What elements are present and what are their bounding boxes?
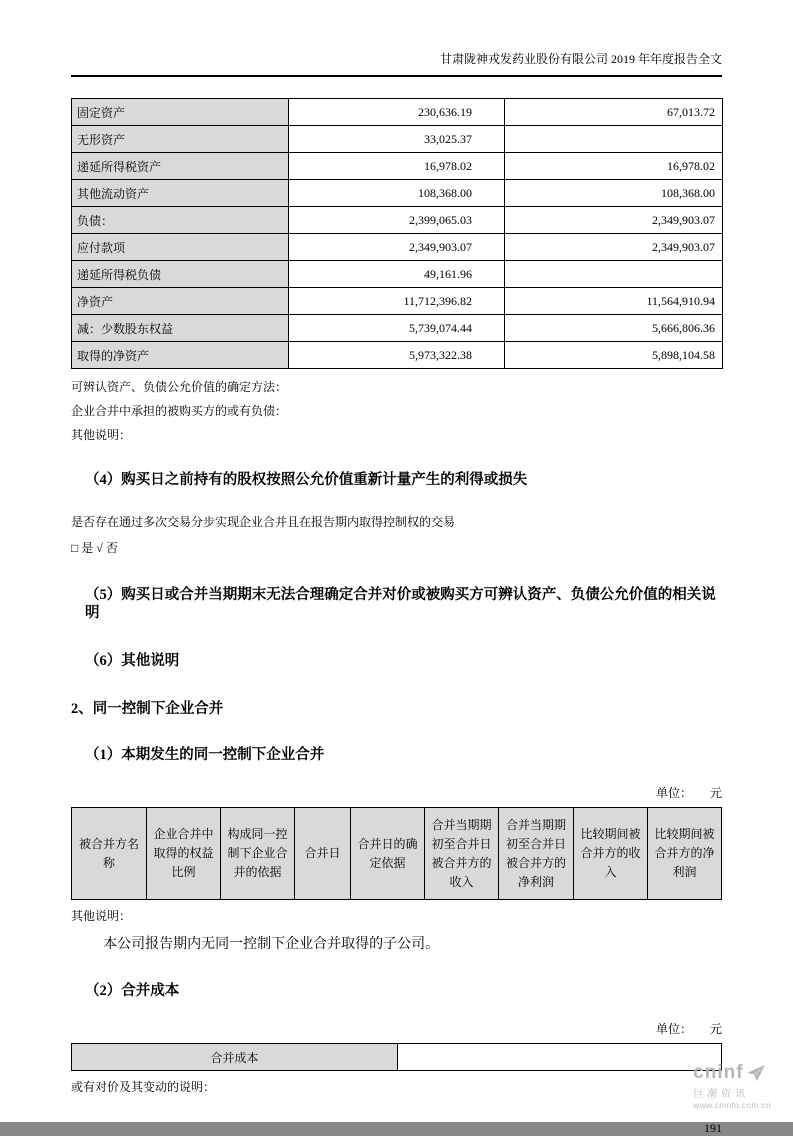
row-value-prior: 11,564,910.94 [505, 288, 723, 315]
note-contingent-liabilities: 企业合并中承担的被购买方的或有负债： [71, 404, 288, 418]
row-label: 递延所得税资产 [72, 153, 289, 180]
column-header: 合并当期期初至合并日被合并方的收入 [425, 808, 499, 900]
row-value-current: 16,978.02 [289, 153, 505, 180]
column-header: 合并当期期初至合并日被合并方的净利润 [499, 808, 574, 900]
merger-table-header-row [72, 808, 722, 900]
no-merger-statement: 本公司报告期内无同一控制下企业合并取得的子公司。 [103, 937, 440, 952]
row-label: 取得的净资产 [72, 342, 289, 369]
table-row [72, 261, 723, 288]
column-header: 比较期间被合并方的收入 [574, 808, 648, 900]
row-value-current: 33,025.37 [289, 126, 505, 153]
table-row [72, 153, 723, 180]
row-value-prior: 2,349,903.07 [505, 207, 723, 234]
row-value-prior: 5,666,806.36 [505, 315, 723, 342]
row-label: 净资产 [72, 288, 289, 315]
report-title: 甘肃陇神戎发药业股份有限公司 2019 年年度报告全文 [439, 52, 722, 66]
row-value-prior: 16,978.02 [505, 153, 723, 180]
unit-label: 单位： 元 [655, 1022, 722, 1036]
multi-step-transaction-question: 是否存在通过多次交易分步实现企业合并且在报告期内取得控制权的交易 [71, 515, 456, 529]
heading-section-4: （4）购买日之前持有的股权按照公允价值重新计量产生的利得或损失 [85, 472, 528, 488]
table-row [72, 342, 723, 369]
row-label: 负债： [72, 207, 289, 234]
table-row [72, 234, 723, 261]
merger-cost-table [71, 1043, 722, 1071]
table-row [72, 99, 723, 126]
heading-section-5: （5）购买日或合并当期期末无法合理确定合并对价或被购买方可辨认资产、负债公允价值的相关说明 [85, 587, 716, 621]
column-header: 比较期间被合并方的净利润 [648, 808, 722, 900]
row-value-current: 230,636.19 [289, 99, 505, 126]
row-value-current: 5,973,322.38 [289, 342, 505, 369]
column-header: 被合并方名称 [72, 808, 147, 900]
row-value-prior [505, 261, 723, 288]
asset-liability-table [71, 98, 723, 369]
row-value-prior: 5,898,104.58 [505, 342, 723, 369]
heading-merger-cost: （2）合并成本 [85, 983, 180, 999]
cost-label-cell: 合并成本 [72, 1044, 398, 1071]
row-label: 其他流动资产 [72, 180, 289, 207]
unit-label: 单位： 元 [655, 786, 722, 800]
page-number: 191 [704, 1121, 722, 1135]
cninfo-brand-text: 巨潮资讯 [693, 1089, 750, 1100]
table-row [72, 207, 723, 234]
cninfo-logo-icon [746, 1064, 766, 1082]
heading-section-6: （6）其他说明 [85, 653, 180, 669]
row-label: 减：少数股东权益 [72, 315, 289, 342]
table-row [72, 126, 723, 153]
row-label: 固定资产 [72, 99, 289, 126]
cninfo-logo-text: cninf [693, 1062, 744, 1083]
cninfo-watermark [693, 1062, 771, 1110]
note-other: 其他说明： [71, 428, 132, 442]
row-value-current: 11,712,396.82 [289, 288, 505, 315]
table-row [72, 288, 723, 315]
other-note-label: 其他说明： [71, 909, 132, 923]
row-label: 应付款项 [72, 234, 289, 261]
note-fair-value-method: 可辨认资产、负债公允价值的确定方法： [71, 380, 288, 394]
row-value-prior: 67,013.72 [505, 99, 723, 126]
row-value-current: 2,349,903.07 [289, 234, 505, 261]
common-control-merger-table [71, 807, 722, 900]
column-header: 构成同一控制下企业合并的依据 [221, 808, 295, 900]
row-value-current: 5,739,074.44 [289, 315, 505, 342]
row-value-prior: 108,368.00 [505, 180, 723, 207]
column-header: 合并日 [295, 808, 351, 900]
column-header: 企业合并中取得的权益比例 [147, 808, 221, 900]
row-value-current: 2,399,065.03 [289, 207, 505, 234]
table-row [72, 315, 723, 342]
row-label: 无形资产 [72, 126, 289, 153]
row-value-current: 49,161.96 [289, 261, 505, 288]
column-header: 合并日的确定依据 [351, 808, 425, 900]
page-header [71, 0, 722, 77]
contingent-consideration-note: 或有对价及其变动的说明： [71, 1080, 216, 1094]
table-row [72, 1044, 722, 1071]
row-value-prior [505, 126, 723, 153]
row-label: 递延所得税负债 [72, 261, 289, 288]
yes-no-checkbox-line: □ 是 √ 否 [71, 541, 118, 555]
row-value-current: 108,368.00 [289, 180, 505, 207]
table-row [72, 180, 723, 207]
heading-merger-under-common-control: 2、同一控制下企业合并 [71, 701, 224, 717]
heading-merger-sub1: （1）本期发生的同一控制下企业合并 [85, 747, 325, 763]
row-value-prior: 2,349,903.07 [505, 234, 723, 261]
cninfo-url: www.cninfo.com.cn [693, 1100, 771, 1110]
cost-value-cell [398, 1044, 722, 1071]
